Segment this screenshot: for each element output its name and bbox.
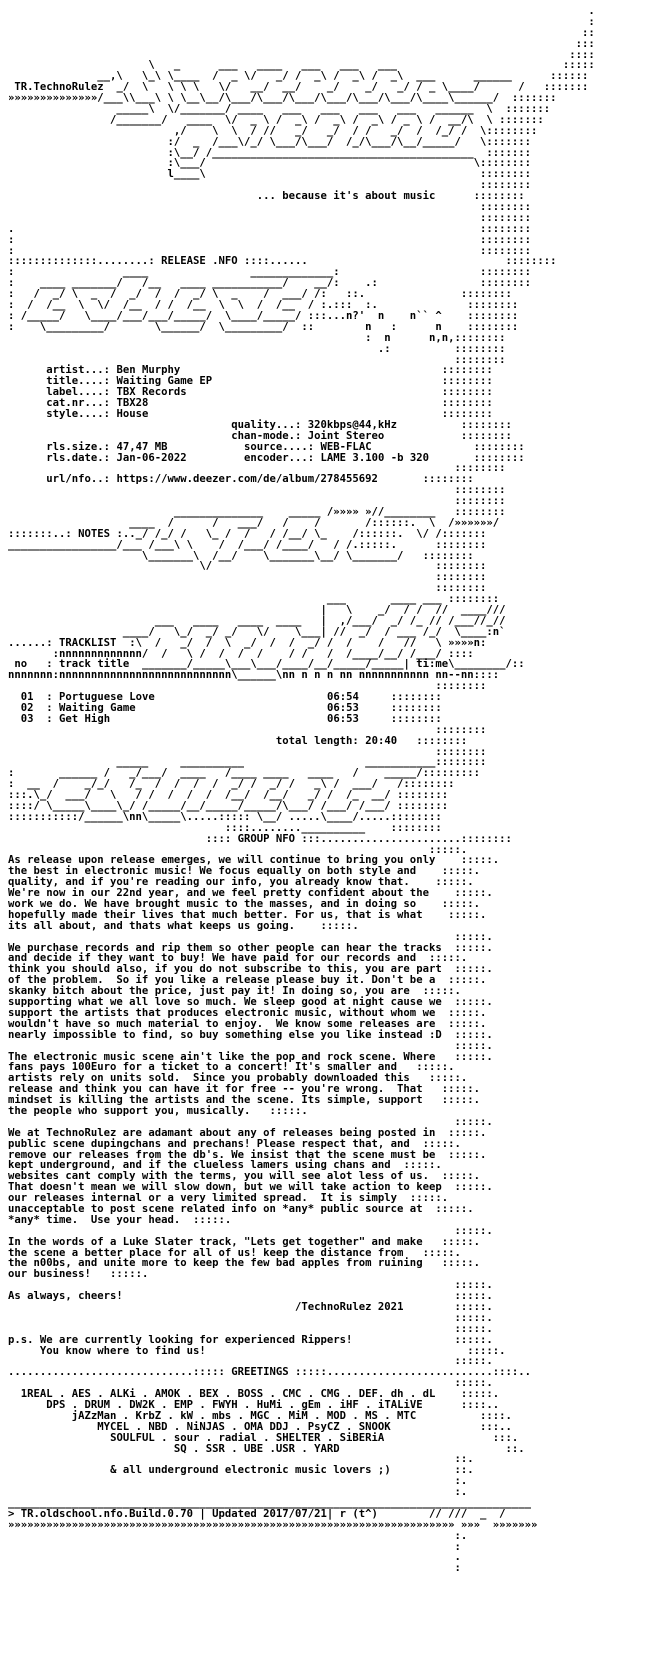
- url-link[interactable]: https://www.deezer.com/de/album/278455692: [116, 473, 378, 486]
- art-line: ::::::::: [8, 462, 506, 475]
- group-nfo-line: work we do. We have brought music to the masses, and in doing so: [8, 898, 417, 911]
- track-time: 06:53: [326, 712, 359, 725]
- art-line: artists rely on units sold. Since you probably downloaded this :::::.: [8, 1072, 468, 1085]
- art-line: ____ / / ___/ / / /::::::. \ /»»»»»»/: [8, 516, 500, 529]
- group-nfo-line: support the artists that produces electronic music, without whom we: [8, 1006, 436, 1019]
- art-line: .: [8, 1551, 461, 1564]
- art-line: ::::::::: [8, 179, 531, 192]
- art-line: :/ _ /___\/_/ \___/\___/ /_/\___/\__/_____/ \:::::::: [8, 135, 531, 148]
- art-line: : / _/ \ _ / _/ / / _/ \ _ / ___/ /: ::. ::::::::: [8, 288, 512, 301]
- art-line: ::: [8, 26, 595, 39]
- nfo-document: [8, 6, 595, 1574]
- art-line: :::::::::::/______\nn\_____\.....::::: \__/ .....\____/.....::::::::: [8, 810, 442, 823]
- art-line: :::::::..: NOTES :.._/ /_/ / \_ / / / /__/ \_ /::::::. \/ /:::::::: [8, 527, 487, 540]
- art-line: of the problem. So if you like a release please buy it. Don't be a :::::.: [8, 974, 487, 987]
- quality-value: 320kbps@44,kHz: [307, 418, 398, 431]
- group-nfo-line: remove our releases from the db's. We insist that the scene must be: [8, 1148, 436, 1161]
- art-line: | \ _/ / / // ____///: [8, 603, 506, 616]
- group-nfo-line: In the words of a Luke Slater track, "Lets get together" and make: [8, 1235, 423, 1248]
- art-line: : /_____/ \____/___/___/_____/ \____/_____/ :::...n?' n n`` ^ ::::::::: [8, 309, 519, 322]
- signature: /TechnoRulez 2021: [295, 1300, 404, 1313]
- art-line: We purchase records and rip them so other people can hear the tracks :::::.: [8, 941, 493, 954]
- group-nfo-line: of the problem. So if you like a release please buy it. Don't be a: [8, 974, 436, 987]
- art-line: SQ . SSR . UBE .USR . YARD ::.: [173, 1442, 525, 1455]
- art-line: :::::.: [8, 1377, 493, 1390]
- art-line: wouldn't have so much material to enjoy. We know some releases are :::::.: [8, 1017, 487, 1030]
- art-line: title....: Waiting Game EP ::::::::: [8, 375, 493, 388]
- group-nfo-line: the n00bs, and unite more to keep the few bad apples from ruining: [8, 1257, 423, 1270]
- section-notes: NOTES: [78, 527, 111, 540]
- art-line: ::::::::: [8, 353, 506, 366]
- art-line: :::::.: [8, 930, 493, 943]
- art-line: .: ::::::::: [8, 342, 506, 355]
- art-line: :\__/ /_________________________________________ :::::::: [8, 146, 531, 159]
- art-line: quality...: 320kbps@44,kHz ::::::::: [8, 418, 512, 431]
- art-line: : \_________/ \______/ \_________/ :: n : n ::::::::: [8, 320, 519, 333]
- art-line: 02 : Waiting Game 06:53 ::::::::: [20, 702, 442, 714]
- group-nfo-line: We're now in our 22nd year, and we feel pretty confident about the: [8, 887, 429, 900]
- art-line: :.: [8, 1475, 468, 1488]
- art-line: :::: GROUP NFO :::......................::::::::: [8, 832, 512, 845]
- art-line: _________________/___ /___\ \ / /___/ /____/ / /.:::::. ::::::::: [8, 538, 487, 551]
- greetings-line: 1REAL . AES . ALKi . AMOK . BEX . BOSS . CMC . CMG . DEF. dh . dL: [20, 1388, 436, 1401]
- art-line: We're now in our 22nd year, and we feel pretty confident about the :::::.: [8, 887, 493, 900]
- art-line: . ::::::::: [8, 222, 531, 235]
- track-no: 03: [20, 712, 34, 725]
- section-greetings: GREETINGS: [231, 1366, 289, 1379]
- art-line: :\___/ \::::::::: [8, 157, 531, 170]
- greetings-line: jAZzMan . KrbZ . kW . mbs . MGC . MiM . MOD . MS . MTC: [71, 1409, 417, 1422]
- art-line: rls.date.: Jan-06-2022 encoder...: LAME 3.100 -b 320 ::::::::: [8, 451, 525, 464]
- art-line: label....: TBX Records ::::::::: [8, 386, 493, 399]
- art-line: ......: TRACKLIST :\ / _/ / \ _/ / / _/ / / / // \ »»»»n:: [8, 636, 487, 649]
- art-line: :::.\_/ ___/ \ / / / / / /__/ /__/ _/ / /_ __/ ::::::::: [8, 789, 449, 802]
- art-line: :nnnnnnnnnnnnn/ / \ / / / / / / / /____/__/ /___/ ::::: [8, 647, 474, 660]
- art-line: the best in electronic music! We focus equally on both style and :::::.: [8, 865, 480, 878]
- art-line: remove our releases from the db's. We insist that the scene must be :::::.: [8, 1148, 487, 1161]
- art-line: We at TechnoRulez are adamant about any of releases being posted in :::::.: [8, 1126, 487, 1139]
- art-line: ,/ \ \ / // _/ _/ / / _/ / /_/ / \::::::::: [8, 124, 538, 137]
- art-line: hopefully made their lives that much better. For us, that is what :::::.: [8, 908, 487, 921]
- art-line: : __ / _/_/ /_ / / / / _/ / _/ / _\ / ___/ /::::::::: [8, 778, 455, 791]
- art-line: > TR.oldschool.nfo.Build.0.70 | Updated 2017/07/21| r (t^) // /// _ /: [8, 1507, 506, 1520]
- art-line: ::::::::::::::........: RELEASE .NFO ::::...... ::::::::: [8, 255, 557, 268]
- art-line: the people who support you, musically. :::::.: [8, 1104, 308, 1117]
- art-line: You know where to find us! :::::.: [39, 1344, 506, 1357]
- group-nfo-line: its all about, and thats what keeps us going.: [8, 919, 296, 932]
- col-track-title: track title: [59, 658, 130, 671]
- art-line: total length: 20:40 ::::::::: [275, 734, 468, 747]
- art-line: cat.nr...: TBX28 ::::::::: [8, 397, 493, 410]
- art-line: jAZzMan . KrbZ . kW . mbs . MGC . MiM . MOD . MS . MTC ::::.: [71, 1409, 512, 1422]
- art-line: :.: [8, 1486, 468, 1499]
- group-nfo-line: kept underground, and if the clueless lamers using chans and: [8, 1159, 391, 1172]
- art-line: ::::::::: [8, 680, 487, 693]
- art-line: websites cant comply with the terms, you will see alot less of us. :::::.: [8, 1170, 480, 1183]
- group-nfo-line: supporting what we all love so much. We sleep good at night cause we: [8, 996, 442, 1009]
- art-line: 1REAL . AES . ALKi . AMOK . BEX . BOSS . CMC . CMG . DEF. dh . dL :::::.: [20, 1388, 500, 1401]
- art-line: : ____ _______/ /__ ____ ___________/ __/: .: ::::::::: [8, 277, 531, 290]
- art-line: ::::::::: [8, 484, 506, 497]
- art-line: : / /__ \ \/ /__ / / /__ \ \ / /__ / :.::: :. ::::::::: [8, 299, 519, 312]
- art-line: TR.TechnoRulez _/ \ \ \ \ \/ __/ __/ _/ _/ _/ / _ \____/ / :::::::: [14, 81, 589, 94]
- rls-date-value: Jan-06-2022: [116, 451, 187, 464]
- art-line: work we do. We have brought music to the masses, and in doing so :::::.: [8, 898, 480, 911]
- art-line: __________________________________________________________________________________: [8, 1497, 531, 1510]
- track-time: 06:54: [326, 691, 359, 704]
- art-line: : ::::::::: [8, 244, 531, 257]
- art-line: ::::::::: [8, 582, 487, 595]
- art-line: ___ ____ ____ ____ | ,/___/ _/ /_ // /___//_//: [8, 614, 506, 627]
- art-line: nnnnnnn:nnnnnnnnnnnnnnnnnnnnnnnnnnn\______\nn n n n nn nnnnnnnnnnn nn--nn::::: [8, 669, 500, 682]
- art-line: The electronic music scene ain't like the pop and rock scene. Where :::::.: [8, 1050, 493, 1063]
- art-line: supporting what we all love so much. We sleep good at night cause we :::::.: [8, 996, 493, 1009]
- art-line: ... because it's about music ::::::::: [256, 190, 525, 203]
- art-line: \ _ ___ ____ ___ ___ ___ :::::: [8, 59, 595, 72]
- art-line: its all about, and thats what keeps us going. :::::.: [8, 919, 359, 932]
- art-line: __,\ \_\ \____ / _ \/ _/ / _\ / _\ / _\ ___ ______ ::::::: [8, 70, 589, 83]
- art-line: support the artists that produces electronic music, without whom we :::::.: [8, 1006, 487, 1019]
- section-release-nfo: RELEASE .NFO: [161, 255, 238, 268]
- group-nfo-line: the scene a better place for all of us! keep the distance from: [8, 1246, 404, 1259]
- art-line: and decide if they want to buy! We have paid for our records and :::::.: [8, 952, 468, 965]
- art-line: ::::::::: [8, 495, 506, 508]
- group-nfo-line: the best in electronic music! We focus equally on both style and: [8, 865, 417, 878]
- track-time: 06:53: [326, 702, 359, 714]
- art-line: :::::.: [8, 1311, 493, 1324]
- art-line: & all underground electronic music lovers ;) ::.: [110, 1464, 474, 1477]
- group-nfo-line: unacceptable to post scene related info on *any* public source at: [8, 1202, 423, 1215]
- group-nfo-line: We purchase records and rip them so other people can hear the tracks: [8, 941, 442, 954]
- greetings-line: DPS . DRUM . DW2K . EMP . FWYH . HuMi . gEm . iHF . iTALiVE: [46, 1399, 423, 1411]
- encoder-value: LAME 3.100 -b 320: [320, 451, 429, 464]
- art-line: :::::.: [8, 1355, 493, 1368]
- art-line: SOULFUL . sour . radial . SHELTER . SiBERiA :::.: [110, 1431, 519, 1444]
- art-line: :: [8, 1562, 461, 1575]
- group-name: TR.TechnoRulez: [14, 81, 104, 94]
- art-line: :: [8, 15, 595, 28]
- art-line: our releases internal or a very limited spread. It is simply :::::.: [8, 1192, 449, 1205]
- group-nfo-line: That doesn't mean we will slow down, but we will take action to keep: [8, 1181, 442, 1194]
- group-nfo-line: fans pays 100Euro for a ticket to a concert! It's smaller and: [8, 1061, 398, 1074]
- art-line: our business! :::::.: [8, 1268, 149, 1281]
- art-line: the scene a better place for all of us! keep the distance from :::::.: [8, 1246, 461, 1259]
- art-line: ::::::::: [8, 571, 487, 584]
- art-line: \_______\ /__/ \_______\__/ \_______/ ::::::::: [8, 549, 474, 562]
- group-nfo-line: think you should also, if you do not subscribe to this, you are part: [8, 963, 442, 976]
- art-line: ___ ____ ___ ::::::::: [8, 593, 500, 606]
- art-line: :: [8, 1540, 461, 1553]
- art-line: :::: [8, 37, 595, 50]
- art-line: :.: [8, 1529, 468, 1542]
- art-line: public scene dupingchans and prechans! Please respect that, and :::::.: [8, 1137, 461, 1150]
- ps-line: You know where to find us!: [39, 1344, 206, 1357]
- group-nfo-line: quality, and if you're reading our info, you already know that.: [8, 876, 410, 889]
- style-value: House: [116, 407, 149, 420]
- greetings-line: SOULFUL . sour . radial . SHELTER . SiBERiA: [110, 1431, 385, 1444]
- art-line: As always, cheers! :::::.: [8, 1290, 493, 1303]
- group-nfo-line: release and think you can have it for free -- you're wrong. That: [8, 1083, 423, 1096]
- tagline: ... because it's about music: [256, 190, 436, 203]
- group-nfo-line: artists rely on units sold. Since you probably downloaded this: [8, 1072, 410, 1085]
- art-line: /TechnoRulez 2021 :::::.: [295, 1300, 493, 1313]
- group-nfo-line: *any* time. Use your head.: [8, 1213, 181, 1226]
- group-nfo-line: hopefully made their lives that much better. For us, that is what: [8, 908, 423, 921]
- greetings-line: MYCEL . NBD . NiNJAS . OMA DDJ . PsyCZ . SNOOK: [97, 1420, 391, 1433]
- art-line: _____ __________ ___________::::::::: [8, 756, 487, 769]
- col-no: no: [14, 658, 28, 671]
- art-line: ____/ \_/ _/ _/ \/ \___| // _/ / ___ /_/ \____:n`: [8, 625, 506, 638]
- total-length-value: 20:40: [365, 734, 398, 747]
- rls-size-value: 47,47 MB: [116, 440, 168, 453]
- art-line: style....: House ::::::::: [8, 407, 493, 420]
- art-line: rls.size.: 47,47 MB source....: WEB-FLAC ::::::::: [8, 440, 525, 453]
- footer-build: > TR.oldschool.nfo.Build.0.70 | Updated 2017/07/21| r (t^): [8, 1507, 378, 1520]
- art-line: ::::: [8, 48, 595, 61]
- art-line: : ::::::::: [8, 233, 531, 246]
- art-line: *any* time. Use your head. :::::.: [8, 1213, 232, 1226]
- art-line: : ______ / _/___/ ____ /____ ____ ____ / _____/:::::::::: [8, 767, 480, 780]
- art-line: ::.: [8, 1453, 474, 1466]
- group-nfo-line: The electronic music scene ain't like the pop and rock scene. Where: [8, 1050, 436, 1063]
- art-line: »»»»»»»»»»»»»»»»»»»»»»»»»»»»»»»»»»»»»»»»»»»»»»»»»»»»»»»»»»»»»»»»»»»»»» »»» »»»»»»»: [8, 1518, 538, 1531]
- title-value: Waiting Game EP: [116, 375, 213, 388]
- art-line: 03 : Get High 06:53 ::::::::: [20, 712, 442, 725]
- art-line: kept underground, and if the clueless lamers using chans and :::::.: [8, 1159, 442, 1172]
- art-line: no : track title _______/_____\___\___/____/__/_____/_____| ti:me\________/::: [14, 658, 525, 671]
- art-line: .............................::::: GREETINGS :::::..........................::::..: [8, 1366, 532, 1379]
- art-line: ::::::::: [8, 211, 531, 224]
- group-nfo-line: nearly impossible to find, so buy something else you like instead :D: [8, 1028, 442, 1041]
- art-line: MYCEL . NBD . NiNJAS . OMA DDJ . PsyCZ . SNOOK :::..: [97, 1420, 512, 1433]
- art-line: chan-mode.: Joint Stereo ::::::::: [8, 429, 512, 442]
- closing-line: As always, cheers!: [8, 1290, 123, 1303]
- art-line: unacceptable to post scene related info on *any* public source at :::::.: [8, 1202, 474, 1215]
- art-line: the n00bs, and unite more to keep the few bad apples from ruining :::::.: [8, 1257, 480, 1270]
- cat-nr-value: TBX28: [116, 397, 149, 410]
- art-line: :::::.: [8, 1279, 493, 1292]
- group-nfo-line: skanky bitch about the price, just pay it! In doing so, you are: [8, 985, 410, 998]
- art-line: ______________ _____ /»»»» »//________ ::::::::: [8, 505, 506, 518]
- group-nfo-line: our business!: [8, 1268, 91, 1281]
- art-line: :::::.: [8, 1322, 493, 1335]
- total-length-label: total length:: [275, 734, 359, 747]
- section-tracklist: TRACKLIST: [59, 636, 117, 649]
- art-line: url/nfo..: https://www.deezer.com/de/album/278455692 ::::::::: [8, 473, 474, 486]
- art-line: :::::.: [8, 1224, 493, 1237]
- group-nfo-line: public scene dupingchans and prechans! Please respect that, and: [8, 1137, 410, 1150]
- group-nfo-line: our releases internal or a very limited spread. It is simply: [8, 1192, 398, 1205]
- source-value: WEB-FLAC: [320, 440, 372, 453]
- art-line: ::::........__________ ::::::::: [8, 821, 442, 834]
- section-group-nfo: GROUP NFO: [237, 832, 296, 845]
- greetings-footer: & all underground electronic music lovers ;): [110, 1464, 391, 1477]
- track-title: Get High: [59, 712, 111, 725]
- art-line: : n n,n,::::::::: [8, 331, 506, 344]
- ps-line: p.s. We are currently looking for experienced Rippers!: [8, 1333, 353, 1346]
- art-line: : ____ _____________: ::::::::: [8, 266, 531, 279]
- art-line: skanky bitch about the price, just pay it! In doing so, you are :::::.: [8, 985, 461, 998]
- art-line: :::::.: [8, 1039, 493, 1052]
- art-line: l____\ ::::::::: [8, 168, 531, 181]
- group-nfo-line: We at TechnoRulez are adamant about any of releases being posted in: [8, 1126, 436, 1139]
- col-time: ti:me: [416, 658, 449, 671]
- art-line: ::::::::: [8, 723, 487, 736]
- art-line: release and think you can have it for free -- you're wrong. That :::::.: [8, 1083, 480, 1096]
- art-line: nearly impossible to find, so buy something else you like instead :D :::::.: [8, 1028, 493, 1041]
- group-nfo-line: mindset is killing the artists and the scene. Its simple, support: [8, 1094, 423, 1107]
- label-value: TBX Records: [116, 386, 187, 399]
- art-line: p.s. We are currently looking for experienced Rippers! :::::.: [8, 1333, 493, 1346]
- art-line: As release upon release emerges, we will continue to bring you only :::::.: [8, 854, 500, 867]
- art-line: That doesn't mean we will slow down, but we will take action to keep :::::.: [8, 1181, 493, 1194]
- chan-mode-value: Joint Stereo: [307, 429, 385, 442]
- art-line: :::::.: [8, 1115, 493, 1128]
- art-line: ::::/ \_____\____\_/ /_____/__/_____/_____/\___/ /___/ /___/ ::::::::: [8, 800, 449, 813]
- group-nfo-line: As release upon release emerges, we will continue to bring you only: [8, 854, 436, 867]
- art-line: .: [8, 5, 595, 17]
- art-line: 01 : Portuguese Love 06:54 ::::::::: [20, 691, 442, 704]
- group-nfo-line: and decide if they want to buy! We have paid for our records and: [8, 952, 417, 965]
- art-line: DPS . DRUM . DW2K . EMP . FWYH . HuMi . gEm . iHF . iTALiVE ::::..: [46, 1399, 500, 1411]
- greetings-line: SQ . SSR . UBE .USR . YARD: [173, 1442, 340, 1455]
- art-line: \/ ::::::::: [8, 560, 487, 573]
- track-title: Portuguese Love: [59, 691, 155, 704]
- track-no: 02: [20, 702, 34, 714]
- art-line: think you should also, if you do not subscribe to this, you are part :::::.: [8, 963, 493, 976]
- track-title: Waiting Game: [59, 702, 136, 714]
- group-nfo-line: wouldn't have so much material to enjoy. We know some releases are: [8, 1017, 436, 1030]
- group-nfo-line: websites cant comply with the terms, you will see alot less of us.: [8, 1170, 429, 1183]
- art-line: :::::.: [8, 843, 468, 856]
- art-line: ::::::::: [8, 201, 531, 214]
- art-line: mindset is killing the artists and the scene. Its simple, support :::::.: [8, 1094, 480, 1107]
- artist-value: Ben Murphy: [116, 364, 181, 377]
- art-line: quality, and if you're reading our info, you already know that. :::::.: [8, 876, 474, 889]
- art-line: /_______/ ____ \/ _ \ / _\ / _\ / _\ / _ \ / __/\ \ :::::::: [8, 113, 544, 126]
- track-no: 01: [20, 691, 34, 704]
- group-nfo-line: the people who support you, musically.: [8, 1104, 251, 1117]
- art-line: ::::::::: [8, 745, 487, 758]
- art-line: _____\ \/_______/ ____ ___ ___ ___ ___ ______ \ :::::::: [8, 103, 551, 116]
- art-line: fans pays 100Euro for a ticket to a concert! It's smaller and :::::.: [8, 1061, 455, 1074]
- art-line: »»»»»»»»»»»»»»/___\\___\ \ \__\__/\___/\___/\___/\___/\___/\___/\____\______/ :::::::: [8, 92, 557, 105]
- art-line: In the words of a Luke Slater track, "Lets get together" and make :::::.: [8, 1235, 480, 1248]
- art-line: artist...: Ben Murphy ::::::::: [8, 364, 493, 377]
